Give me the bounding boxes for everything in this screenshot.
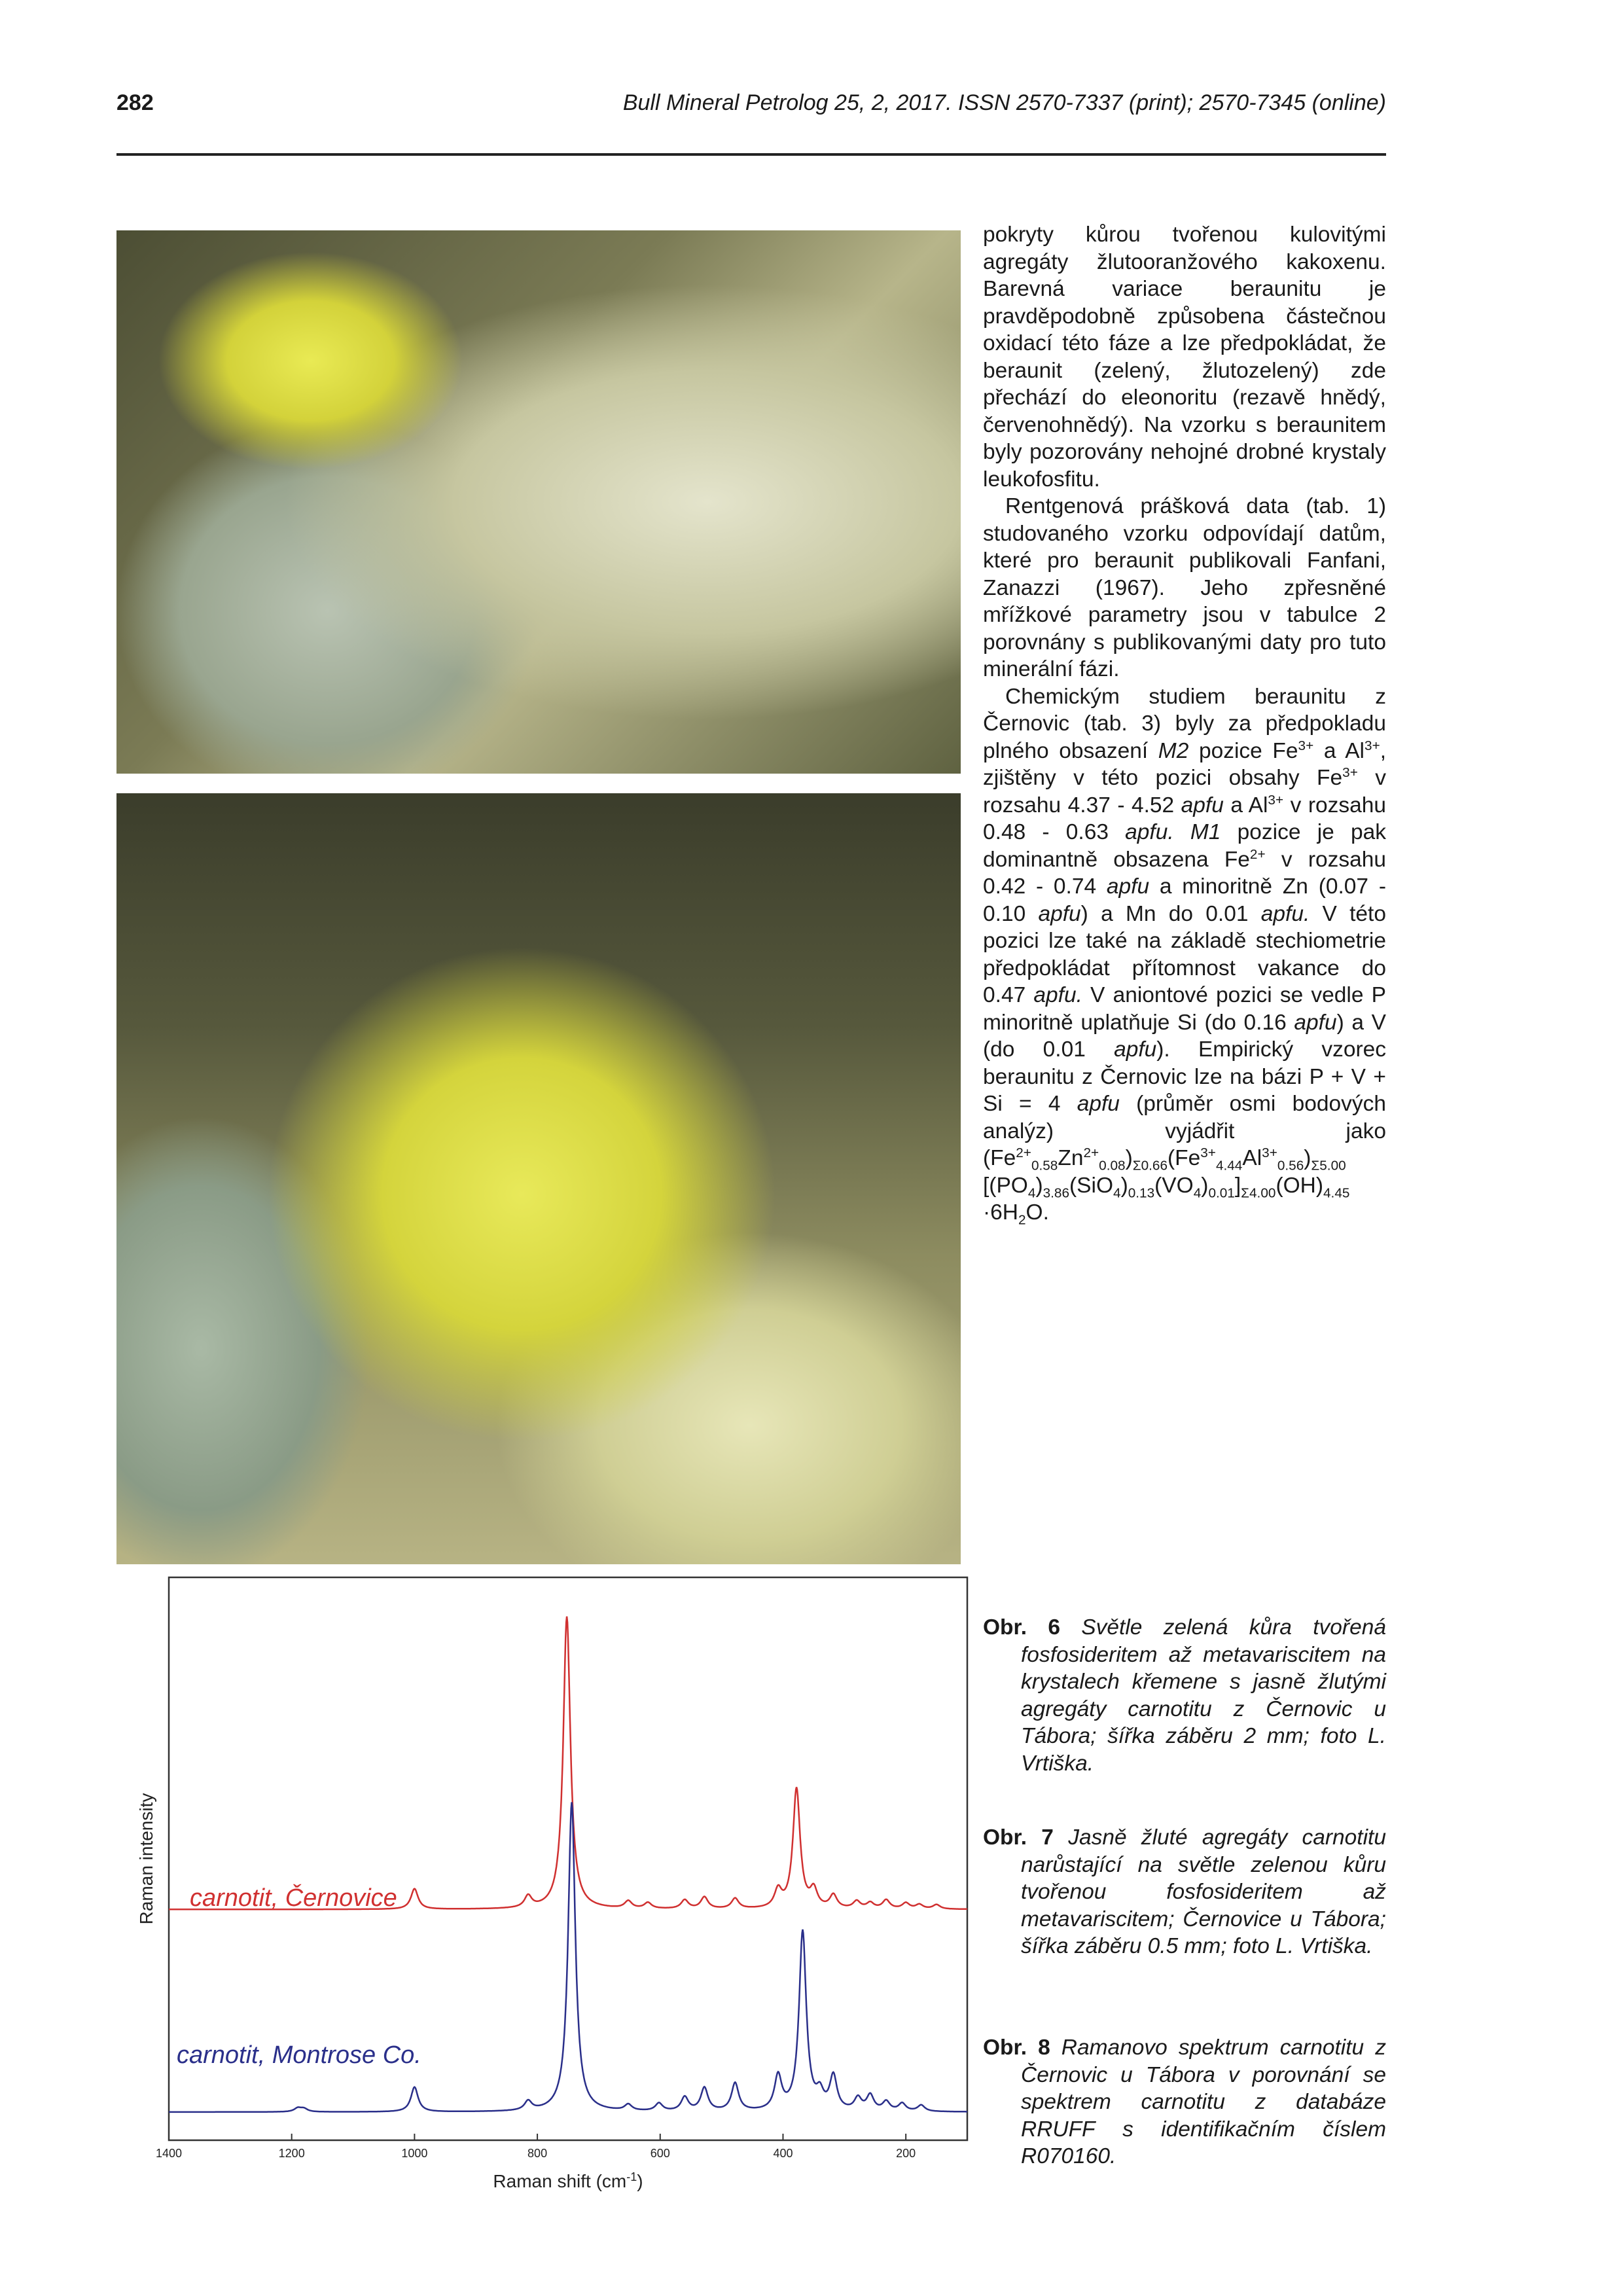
x-tick-label: 1000 [401,2147,428,2160]
x-tick-label: 1400 [155,2147,183,2160]
paragraph-3: Chemickým studiem beraunitu z Černovic (tab. 3) byly za předpokladu plného obsazení M2 pozice $Fe^{3+}$ a $Al^{3+}$, zjištěny v této pozici obsahy $Fe^{3+}$ v rozsahu 4.37 - 4.52 apfu a $Al^{3+}$ v rozsahu 0.48 - 0.63 apfu. M1 pozice je pak dominantně obsazena $Fe^{2+}$ v rozsahu 0.42 - 0.74 apfu a minoritně Zn (0.07 - 0.10 apfu) a Mn do 0.01 apfu. V této pozici lze také na základě stechiometrie předpokládat přítomnost vakance do 0.47 apfu. V aniontové pozici se vedle P minoritně uplatňuje Si (do 0.16 apfu) a V (do 0.01 apfu). Empirický vzorec beraunitu z Černovic lze na bázi P + V + Si = 4 apfu (průměr osmi bodových analýz) vyjádřit jako $(Fe^{2+}_{0.58}Zn^{2+}_{0.08})_{\Sigma 0.66}(Fe^{3+}_{4.44}Al^{3+}_{0.56})_{\Sigma 5.00}$ $[(PO_4)_{3.86}(SiO_4)_{0.13}(VO_4)_{0.01}]_{\Sigma 4.00}(OH)_{4.45} \cdot 6H_2O$. [983,684,1387,1228]
series-line-cernovice [169,1617,967,1910]
x-tick-label: 1200 [278,2147,305,2160]
paragraph-2: Rentgenová prášková data (tab. 1) studovaného vzorku odpovídají datům, které pro beraunit publikovali Fanfani, Zanazzi (1967). Jeho zpřesněné mřížkové parametry jsou v tabulce 2 porovnány s publikovanými daty pro tuto minerální fázi. [983,494,1386,681]
figure-8-caption: Obr. 8 Ramanovo spektrum carnotitu z Černovic u Tábora v porovnání se spektrem carnotitu z databáze RRUFF s identifikačním číslem R070160. [983,2036,1386,2168]
figure-6-photo [116,230,961,774]
paragraph-1: pokryty kůrou tvořenou kulovitými agregáty žlutooranžového kakoxenu. Barevná variace beraunitu je pravděpodobně způsobena částečnou oxidací této fáze a lze předpokládat, že beraunit (zelený, žlutozelený) zde přechází do eleonoritu (rezavě hnědý, červenohnědý). Na vzorku s beraunitem byly pozorovány nehojné drobné krystaly leukofosfitu. [983,223,1386,492]
page-number: 282 [116,90,154,115]
x-axis-ticks [156,2134,916,2160]
x-tick-label: 800 [527,2147,548,2160]
figure-7-photo [116,793,961,1564]
header-rule [116,153,1386,156]
body-text [983,221,1386,1227]
raman-spectrum-chart [116,1571,980,2199]
x-tick-label: 400 [773,2147,793,2160]
x-tick-label: 600 [650,2147,670,2160]
series-label-montrose: carnotit, Montrose Co. [177,2041,421,2069]
x-axis-label: Raman shift $(cm^{-1})$ [493,2170,643,2191]
figure-7-caption: Obr. 7 Jasně žluté agregáty carnotitu narůstající na světle zelenou kůru tvořenou fosfosideritem až metavariscitem; Černovice u Tábora; šířka záběru 0.5 mm; foto L. Vrtiška. [983,1825,1386,1958]
figure-6-caption: Obr. 6 Světle zelená kůra tvořená fosfosideritem až metavariscitem na krystalech křemene s jasně žlutými agregáty carnotitu z Černovic u Tábora; šířka záběru 2 mm; foto L. Vrtiška. [983,1615,1386,1776]
series-label-cernovice: carnotit, Černovice [190,1884,397,1912]
journal-header: Bull Mineral Petrolog 25, 2, 2017. ISSN 2570-7337 (print); 2570-7345 (online) [622,90,1386,115]
x-tick-label: 200 [896,2147,916,2160]
y-axis-label: Raman intensity [136,1793,156,1925]
empirical-formula: $(Fe^{2+}_{0.58}Zn^{2+}_{0.08})_{\Sigma 0.66}(Fe^{3+}_{4.44}Al^{3+}_{0.56})_{\Sigma 5.00}$ $[(PO_4)_{3.86}(SiO_4)_{0.13}(VO_4)_{0.01}]_{\Sigma 4.00}(OH)_{4.45} \cdot 6H_2O$. [983,1145,1350,1228]
